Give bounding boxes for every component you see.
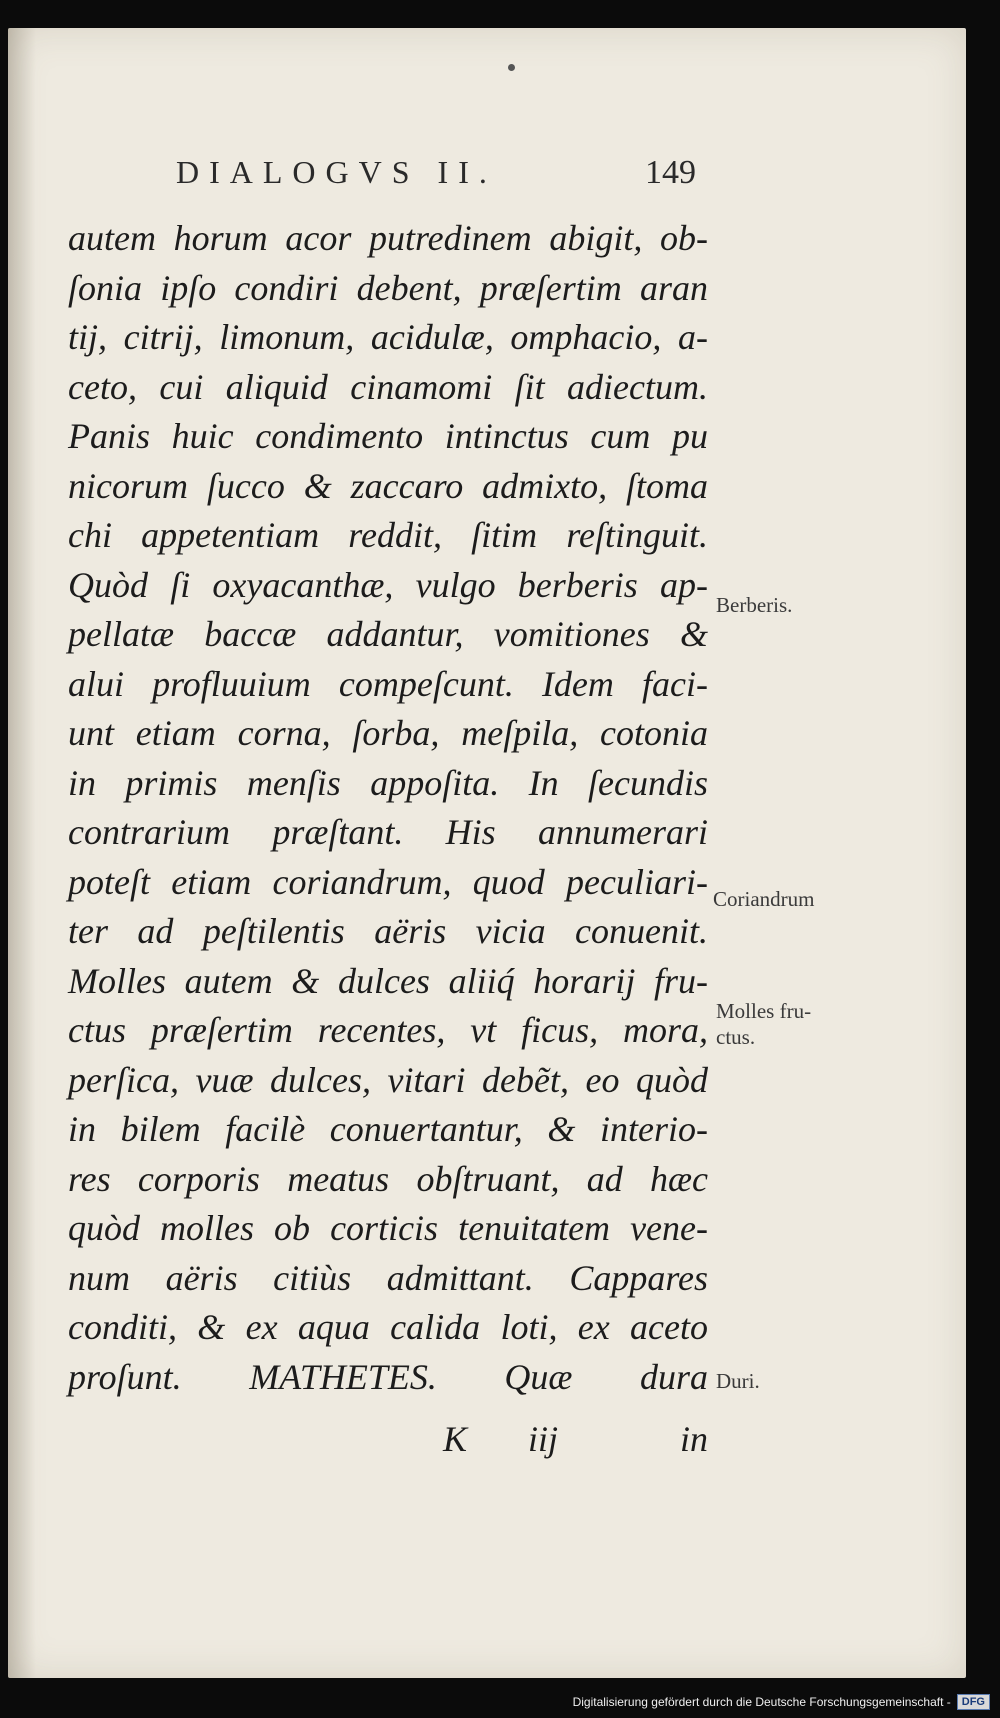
text-line: quòd molles ob corticis tenuitatem vene- [68, 1208, 708, 1248]
text-line: proſunt. MATHETES. Quæ dura [68, 1356, 708, 1397]
digitization-footer [569, 1692, 994, 1712]
text-line: ſonia ipſo condiri debent, præſertim aran [68, 267, 708, 308]
marginal-note-molles-fructus [716, 998, 811, 1050]
signature-number: iij [528, 1419, 559, 1459]
page-header [176, 154, 696, 198]
marginal-note-duri: Duri. [716, 1369, 760, 1393]
catchword-line [438, 1418, 708, 1468]
marginal-note-coriandrum: Coriandrum [713, 887, 815, 911]
marginal-note-berberis: Berberis. [716, 593, 793, 617]
text-line: Panis huic condimento intinctus cum pu [68, 416, 708, 456]
text-line: alui profluuium compeſcunt. Idem faci- [68, 663, 708, 704]
text-line: num aëris citiùs admittant. Cappares [68, 1257, 708, 1298]
text-line: nicorum ſucco & zaccaro admixto, ſtoma [68, 465, 708, 506]
text-line: in primis menſis appoſita. In ſecundis [68, 762, 708, 803]
text-line: Quòd ſi oxyacanthæ, vulgo berberis ap- [68, 564, 708, 605]
marginal-note-line: Molles fru- [716, 999, 812, 1023]
text-line: res corporis meatus obſtruant, ad hæc [68, 1158, 708, 1199]
book-page [8, 28, 966, 1678]
text-line: perſica, vuæ dulces, vitari debẽt, eo quòd [68, 1059, 708, 1100]
text-line: contrarium præſtant. His annumerari [68, 812, 708, 852]
body-text [68, 214, 708, 1402]
marginal-note-line: ctus. [716, 1025, 756, 1049]
signature-mark: K [443, 1419, 468, 1459]
text-line: tij, citrij, limonum, acidulæ, omphacio, a- [68, 317, 708, 357]
text-line: pellatæ baccæ addantur, vomitiones & [68, 614, 708, 654]
text-line: Molles autem & dulces aliiq́ horarij fru- [68, 960, 708, 1001]
dfg-logo: DFG [957, 1694, 990, 1710]
catchword: in [679, 1419, 708, 1459]
text-line: chi appetentiam reddit, ſitim reſtinguit. [68, 515, 708, 555]
text-line: conditi, & ex aqua calida loti, ex aceto [68, 1307, 708, 1347]
footer-credit-text: Digitalisierung gefördert durch die Deutsche Forschungsgemeinschaft - [572, 1695, 951, 1709]
text-line: autem horum acor putredinem abigit, ob- [68, 218, 708, 258]
page-mark-dot [508, 64, 515, 71]
text-line: poteſt etiam coriandrum, quod peculiari- [68, 861, 708, 902]
text-line: ter ad peſtilentis aëris vicia conuenit. [68, 911, 708, 951]
text-line: ctus præſertim recentes, vt ficus, mora, [68, 1010, 708, 1050]
running-head: DIALOGVS II. [176, 154, 497, 190]
page-number: 149 [645, 154, 696, 191]
text-line: unt etiam corna, ſorba, meſpila, cotonia [68, 713, 708, 753]
text-line: ceto, cui aliquid cinamomi ſit adiectum. [68, 366, 708, 407]
text-line: in bilem facilè conuertantur, & interio- [68, 1109, 708, 1149]
